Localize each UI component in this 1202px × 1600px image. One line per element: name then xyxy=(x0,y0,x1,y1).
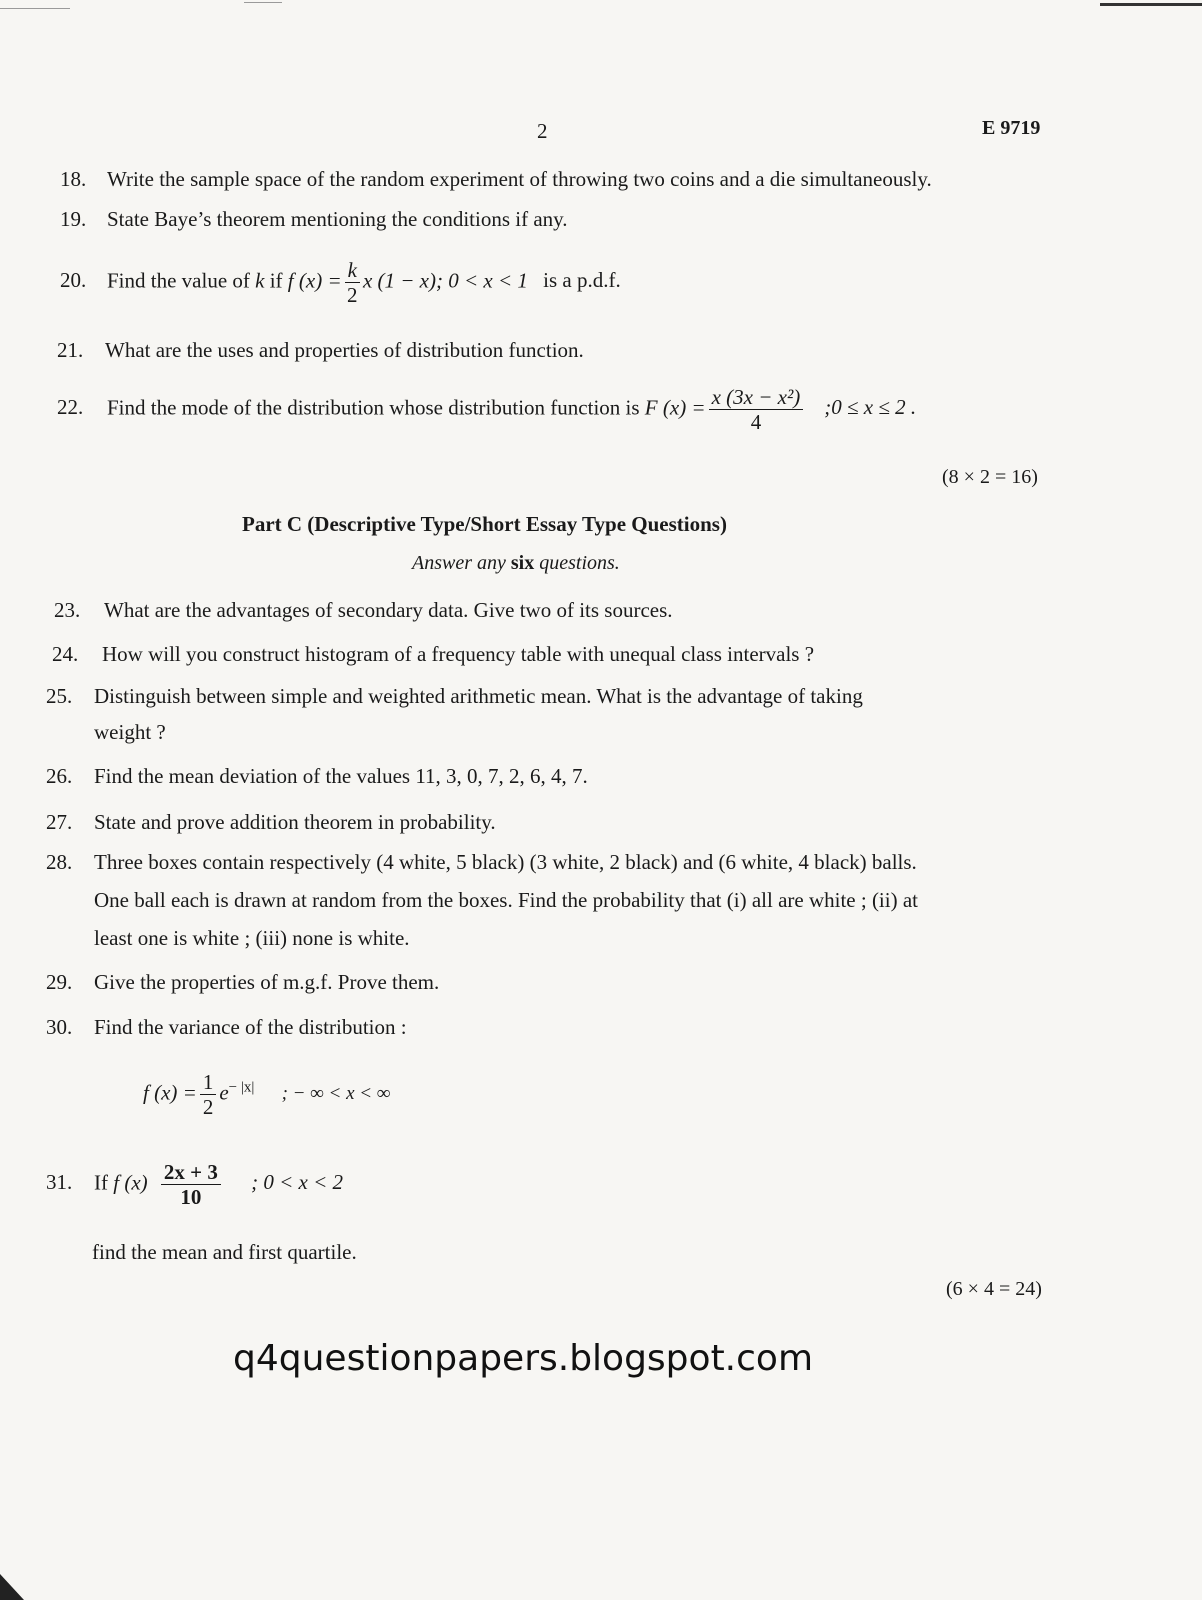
fraction-denominator: 2 xyxy=(347,283,358,308)
variable-k: k xyxy=(255,268,265,293)
fraction xyxy=(200,1070,217,1119)
question-28-continued xyxy=(94,888,918,913)
math-range: ; − ∞ < x < ∞ xyxy=(281,1083,391,1105)
question-number: 21. xyxy=(57,338,84,362)
question-text: If xyxy=(94,1170,108,1195)
question-26 xyxy=(46,764,588,789)
question-30 xyxy=(46,1015,407,1040)
question-29 xyxy=(46,970,439,995)
part-c-title: Part C (Descriptive Type/Short Essay Type Questions) xyxy=(242,512,727,536)
math-expression: ;0 ≤ x ≤ 2 . xyxy=(824,395,917,420)
question-number: 23. xyxy=(54,598,81,622)
question-20 xyxy=(60,258,621,307)
instruction-text: questions. xyxy=(539,552,620,574)
fraction xyxy=(709,385,804,434)
math-expression: f (x) xyxy=(113,1170,148,1195)
question-text: One ball each is drawn at random from the boxes. Find the probability that (i) all are white ; (ii) at xyxy=(94,888,919,912)
fraction xyxy=(161,1160,221,1209)
question-text: if xyxy=(269,268,283,293)
page-number: 2 xyxy=(537,119,548,143)
question-number: 30. xyxy=(46,1015,73,1039)
question-23 xyxy=(54,598,673,623)
question-text: How will you construct histogram of a frequency table with unequal class intervals ? xyxy=(102,642,815,666)
fraction-denominator: 2 xyxy=(202,1095,214,1120)
question-text: weight ? xyxy=(94,720,166,744)
scan-edge-line xyxy=(1100,3,1202,6)
question-text: Three boxes contain respectively (4 white, 5 black) (3 white, 2 black) and (6 white, 4 black) balls. xyxy=(94,850,917,874)
question-22 xyxy=(57,385,916,434)
math-range: ; 0 < x < 2 xyxy=(251,1170,344,1195)
question-text: State and prove addition theorem in probability. xyxy=(94,810,496,834)
question-number: 18. xyxy=(60,167,87,191)
question-text: Write the sample space of the random experiment of throwing two coins and a die simultaneously. xyxy=(107,167,932,191)
instruction-count: six xyxy=(510,552,535,574)
instruction-text: Answer any xyxy=(412,552,506,574)
question-number: 24. xyxy=(52,642,79,666)
question-text: What are the advantages of secondary data. Give two of its sources. xyxy=(104,598,673,622)
question-text: State Baye’s theorem mentioning the conditions if any. xyxy=(107,207,568,231)
question-30-formula xyxy=(143,1070,390,1119)
question-text: find the mean and first quartile. xyxy=(92,1240,357,1264)
fraction-numerator: 2x + 3 xyxy=(161,1160,221,1185)
math-expression: e xyxy=(219,1080,229,1105)
math-expression: x (1 − x); 0 < x < 1 xyxy=(362,268,528,293)
question-text: Give the properties of m.g.f. Prove them. xyxy=(94,970,440,994)
question-31 xyxy=(46,1160,343,1209)
question-31-continued xyxy=(92,1240,357,1265)
math-expression: F (x) = xyxy=(644,395,706,420)
fraction-denominator: 4 xyxy=(750,410,762,435)
scan-edge-line xyxy=(244,2,282,3)
question-number: 27. xyxy=(46,810,73,834)
fraction-numerator: 1 xyxy=(200,1070,217,1095)
website-url: q4questionpapers.blogspot.com xyxy=(233,1338,814,1379)
scan-corner-mark xyxy=(0,1574,24,1600)
marks-part-c: (6 × 4 = 24) xyxy=(946,1278,1042,1300)
fraction-numerator: k xyxy=(345,258,360,283)
question-24 xyxy=(52,642,814,667)
question-text: Distinguish between simple and weighted arithmetic mean. What is the advantage of taking xyxy=(94,684,863,708)
fraction-numerator: x (3x − x²) xyxy=(709,385,804,410)
scan-edge-line xyxy=(0,8,70,9)
fraction xyxy=(345,258,360,307)
math-expression: f (x) = xyxy=(287,268,342,293)
question-text: least one is white ; (iii) none is white. xyxy=(94,926,410,950)
question-number: 22. xyxy=(57,395,84,420)
question-text: What are the uses and properties of distribution function. xyxy=(105,338,584,362)
question-27 xyxy=(46,810,496,835)
question-25 xyxy=(46,684,863,709)
question-number: 26. xyxy=(46,764,73,788)
part-c-instruction xyxy=(412,552,620,575)
question-21 xyxy=(57,338,584,363)
question-number: 28. xyxy=(46,850,73,874)
question-number: 29. xyxy=(46,970,73,994)
question-text: Find the mean deviation of the values 11, 3, 0, 7, 2, 6, 4, 7. xyxy=(94,764,588,788)
exponent: − |x| xyxy=(228,1079,255,1096)
question-18 xyxy=(60,167,932,192)
question-number: 25. xyxy=(46,684,73,708)
question-text: Find the mode of the distribution whose distribution function is xyxy=(107,395,640,420)
question-28 xyxy=(46,850,917,875)
question-25-continued xyxy=(94,720,166,745)
question-text: Find the variance of the distribution : xyxy=(94,1015,407,1039)
math-expression: f (x) = xyxy=(143,1080,197,1105)
paper-code: E 9719 xyxy=(982,117,1041,139)
question-number: 31. xyxy=(46,1170,73,1195)
question-number: 20. xyxy=(60,268,87,293)
marks-part-b: (8 × 2 = 16) xyxy=(942,466,1038,488)
question-28-continued xyxy=(94,926,410,951)
question-19 xyxy=(60,207,568,232)
question-text: is a p.d.f. xyxy=(543,268,621,293)
question-number: 19. xyxy=(60,207,87,231)
fraction-denominator: 10 xyxy=(180,1185,202,1210)
question-text: Find the value of xyxy=(107,268,250,293)
